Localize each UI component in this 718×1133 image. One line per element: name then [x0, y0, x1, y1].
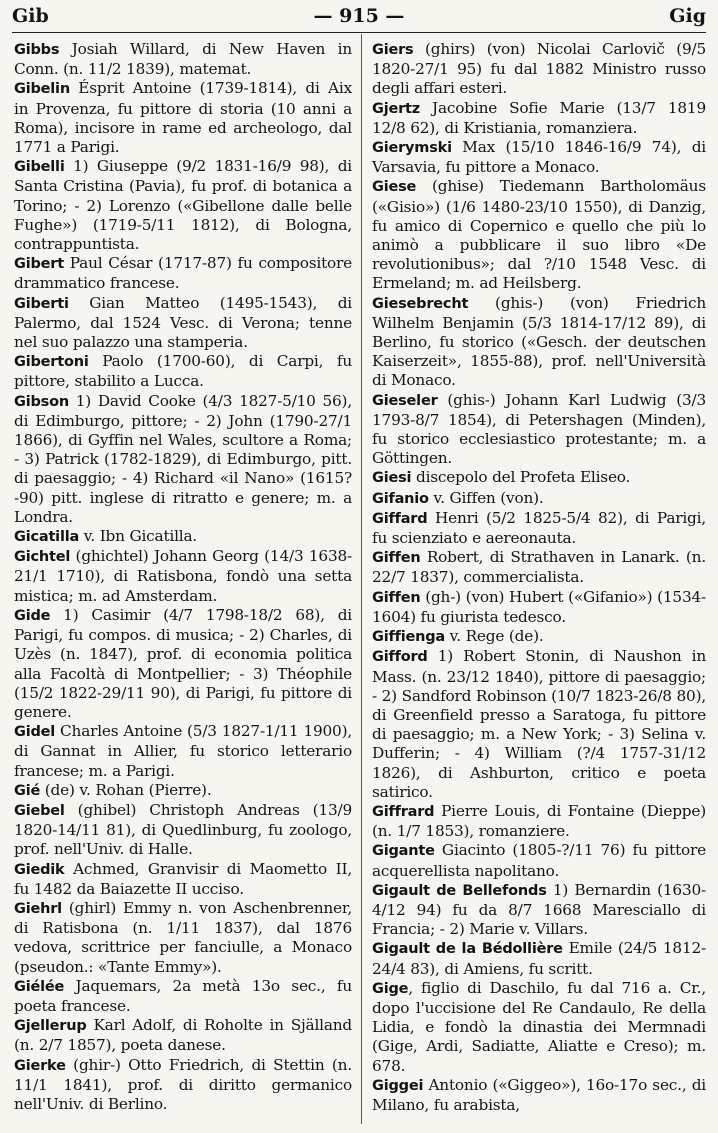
entry-headword: Giffen	[372, 550, 421, 567]
entry-text: Emile (24/5 1812-24/4 83), di Amiens, fu scritt.	[372, 939, 706, 978]
entry-text: Pierre Louis, di Fontaine (Dieppe) (n. 1/7 1853), romanziere.	[372, 801, 706, 841]
entry-text: (ghis-) Johann Karl Ludwig (3/3 1793-8/7 1854), di Petershagen (Minden), fu storico ecclesiastico protestante; m. a Göttingen.	[372, 390, 706, 468]
page-number: — 915 —	[313, 5, 405, 27]
entry-text: Karl Adolf, di Roholte in Själland (n. 2/7 1857), poeta danese.	[14, 1016, 352, 1055]
entry-headword: Gierke	[14, 1057, 66, 1074]
entry-text: (ghichtel) Johann Georg (14/3 1638-21/1 1710), di Ratisbona, fondò una setta mistica; m. ad Amsterdam.	[14, 547, 352, 605]
entry-text: 1) Robert Stonin, di Naushon in Mass. (n. 23/12 1840), pittore di paesaggio; - 2) Sandford Robinson (10/7 1823-26/8 80), di Greenfield presso a Saratoga, fu pittore di paesaggio; m. a New York; - 3) Selina v. Dufferin; - 4) William (?/4 1757-31/12 1826), di Ashburton, critico e poeta satirico.	[372, 647, 706, 801]
left-column	[14, 40, 352, 1114]
entry-headword: Gigante	[372, 843, 435, 860]
entry-headword: Gide	[14, 607, 51, 624]
dictionary-entry	[14, 606, 352, 722]
entry-text: (ghise) Tiedemann Bartholomäus («Gisio») (1/6 1480-23/10 1550), di Danzig, fu amico di Copernico e quello che più lo animò a pubblicare il suo libro «De revolutionibus»; dal ?/10 1548 Vesc. di Ermeland; m. ad Heilsberg.	[372, 177, 706, 293]
entry-text: Antonio («Giggeo»), 16o-17o sec., di Milano, fu arabista,	[372, 1075, 706, 1114]
entry-headword: Giffienga	[372, 629, 445, 646]
dictionary-entry	[372, 294, 706, 391]
entry-headword: Gigault de la Bédollière	[372, 941, 563, 958]
right-column	[372, 40, 706, 1115]
dictionary-entry	[14, 860, 352, 899]
entry-headword: Giffard	[372, 510, 428, 527]
dictionary-entry	[372, 468, 706, 488]
entry-text: Charles Antoine (5/3 1827-1/11 1900), di Gannat in Allier, fu storico letterario francese; m. a Parigi.	[14, 722, 352, 780]
page-header	[12, 2, 706, 30]
dictionary-entry	[372, 841, 706, 880]
entry-headword: Gibbs	[14, 42, 60, 58]
dictionary-entry	[14, 801, 352, 860]
entry-text: Paul César (1717-87) fu compositore drammatico francese.	[14, 254, 352, 293]
dictionary-entry	[372, 99, 706, 138]
dictionary-entry	[372, 979, 706, 1076]
entry-headword: Gibelin	[14, 81, 70, 98]
entry-headword: Giesebrecht	[372, 295, 469, 312]
entry-headword: Giesi	[372, 470, 412, 487]
dictionary-entry	[14, 899, 352, 977]
entry-text: Jacobine Sofie Marie (13/7 1819 12/8 62), di Kristiania, romanziera.	[372, 98, 706, 137]
entry-text: 1) Bernardin (1630-4/12 94) fu da 8/7 1668 Maresciallo di Francia; - 2) Marie v. Villars.	[372, 880, 706, 939]
entry-text: Giacinto (1805-?/11 76) fu pittore acquerellista napolitano.	[372, 841, 706, 880]
dictionary-entry	[372, 1076, 706, 1115]
dictionary-entry	[372, 40, 706, 99]
entry-text: (ghirs) (von) Nicolai Carlovič (9/5 1820-27/1 95) fu dal 1882 Ministro russo degli affari esteri.	[372, 40, 706, 98]
dictionary-entry	[14, 781, 352, 801]
header-left-guideword: Gib	[12, 5, 49, 27]
entry-headword: Giers	[372, 42, 414, 58]
entry-text: , figlio di Daschilo, fu dal 716 a. Cr., dopo l'uccisione del Re Candaulo, Re della Lidia, e fondò la dinastia dei Mermnadi (Gige, Ardi, Sadiatte, Aliatte e Creso); m. 678.	[372, 978, 706, 1075]
entry-headword: Gichtel	[14, 549, 71, 566]
dictionary-entry	[14, 527, 352, 547]
dictionary-entry	[372, 939, 706, 978]
entry-headword: Gjellerup	[14, 1018, 87, 1035]
entry-text: (ghir-) Otto Friedrich, di Stettin (n. 11/1 1841), prof. di diritto germanico nell'Univ. di Berlino.	[14, 1055, 352, 1113]
entry-text: Robert, di Strathaven in Lanark. (n. 22/7 1837), commercialista.	[372, 548, 706, 587]
entry-text: 1) David Cooke (4/3 1827-5/10 56), di Edimburgo, pittore; - 2) John (1790-27/1 1866), di Gyffin nel Wales, scultore a Roma; - 3) Patrick (1782-1829), di Edimburgo, pitt. di paesaggio; - 4) Richard «il Nano» (1615?-90) pitt. inglese di ritratto e genere; m. a Londra.	[14, 391, 352, 526]
dictionary-entry	[14, 40, 352, 79]
dictionary-entry	[14, 392, 352, 527]
entry-text: 1) Casimir (4/7 1798-18/2 68), di Parigi, fu compos. di musica; - 2) Charles, di Uzès (n. 1847), prof. di economia politica alla Facoltà di Montpellier; - 3) Théophile (15/2 1822-29/11 90), di Parigi, fu pittore di genere.	[14, 605, 352, 721]
dictionary-entry	[372, 588, 706, 627]
entry-headword: Gibert	[14, 256, 64, 273]
entry-headword: Giberti	[14, 295, 69, 312]
dictionary-entry	[14, 1056, 352, 1115]
header-right-guideword: Gig	[669, 5, 706, 27]
dictionary-entry	[14, 254, 352, 293]
entry-headword: Gibertoni	[14, 354, 89, 371]
dictionary-entry	[372, 548, 706, 587]
dictionary-entry	[14, 352, 352, 391]
dictionary-entry	[14, 977, 352, 1016]
entry-text: (ghis-) (von) Friedrich Wilhelm Benjamin (5/3 1814-17/12 89), di Berlino, fu storico («Gesch. der deutschen Kaiserzeit», 1855-88), prof. nell'Università di Monaco.	[372, 293, 706, 390]
entry-text: Max (15/10 1846-16/9 74), di Varsavia, fu pittore a Monaco.	[372, 138, 706, 177]
entry-text: v. Giffen (von).	[428, 488, 544, 507]
entry-text: Gian Matteo (1495-1543), di Palermo, dal 1524 Vesc. di Verona; tenne nel suo palazzo una stamperia.	[14, 293, 352, 352]
entry-text: (ghibel) Christoph Andreas (13/9 1820-14/11 81), di Quedlinburg, fu zoologo, prof. nell'Univ. di Halle.	[14, 800, 352, 859]
dictionary-entry	[14, 79, 352, 157]
entry-text: Jaquemars, 2a metà 13o sec., fu poeta francese.	[14, 976, 352, 1015]
entry-headword: Gjertz	[372, 100, 421, 117]
entry-headword: Gicatilla	[14, 529, 80, 546]
entry-text: Josiah Willard, di New Haven in Conn. (n. 11/2 1839), matemat.	[14, 40, 352, 79]
entry-headword: Gieseler	[372, 392, 438, 409]
entry-headword: Giedik	[14, 861, 65, 878]
entry-headword: Giélée	[14, 978, 65, 995]
header-rule	[12, 32, 706, 33]
entry-text: v. Rege (de).	[444, 627, 544, 646]
dictionary-entry	[372, 802, 706, 841]
entry-headword: Gigault de Bellefonds	[372, 882, 547, 899]
dictionary-entry	[372, 391, 706, 469]
entry-headword: Giffen	[372, 589, 421, 606]
dictionary-entry	[372, 177, 706, 293]
entry-headword: Gige	[372, 980, 409, 997]
entry-headword: Gibelli	[14, 159, 65, 176]
entry-headword: Gidel	[14, 724, 56, 741]
dictionary-entry	[14, 722, 352, 781]
entry-headword: Gifanio	[372, 490, 429, 507]
entry-text: 1) Giuseppe (9/2 1831-16/9 98), di Santa Cristina (Pavia), fu prof. di botanica a Torino; - 2) Lorenzo («Gibellone dalle belle Fughe») (1719-5/11 1812), di Bologna, contrappuntista.	[14, 157, 352, 254]
entry-headword: Giehrl	[14, 900, 62, 917]
dictionary-entry	[14, 294, 352, 353]
entry-text: Achmed, Granvisir di Maometto II, fu 1482 da Baiazette II ucciso.	[14, 859, 352, 898]
dictionary-entry	[372, 881, 706, 940]
entry-text: (de) v. Rohan (Pierre).	[40, 780, 212, 799]
entry-headword: Giffrard	[372, 803, 435, 820]
dictionary-entry	[372, 627, 706, 647]
dictionary-entry	[372, 138, 706, 177]
entry-text: discepolo del Profeta Eliseo.	[411, 468, 631, 487]
dictionary-entry	[372, 509, 706, 548]
entry-text: Henri (5/2 1825-5/4 82), di Parigi, fu scienziato e aereonauta.	[372, 508, 706, 548]
entry-headword: Gié	[14, 782, 41, 799]
dictionary-entry	[372, 647, 706, 802]
entry-text: Ésprit Antoine (1739-1814), di Aix in Provenza, fu pittore di storia (10 anni a Roma), incisore in rame ed archeologo, dal 1771 a Parigi.	[14, 79, 352, 157]
entry-text: (ghirl) Emmy n. von Aschenbrenner, di Ratisbona (n. 1/11 1837), dal 1876 vedova, scrittrice per fanciulle, a Monaco (pseudon.: «Tante Emmy»).	[14, 898, 352, 976]
entry-headword: Gibson	[14, 393, 69, 410]
entry-text: (gh-) (von) Hubert («Gifanio») (1534-1604) fu giurista tedesco.	[372, 587, 706, 626]
dictionary-entry	[372, 489, 706, 509]
dictionary-entry	[14, 547, 352, 606]
entry-headword: Giese	[372, 179, 417, 196]
entry-headword: Giggei	[372, 1077, 424, 1094]
dictionary-entry	[14, 1016, 352, 1055]
column-divider	[361, 34, 362, 1124]
entry-headword: Gifford	[372, 649, 428, 666]
entry-text: Paolo (1700-60), di Carpi, fu pittore, stabilito a Lucca.	[14, 352, 352, 391]
entry-text: v. Ibn Gicatilla.	[79, 527, 198, 546]
entry-headword: Giebel	[14, 802, 65, 819]
entry-headword: Gierymski	[372, 140, 452, 157]
dictionary-entry	[14, 157, 352, 254]
